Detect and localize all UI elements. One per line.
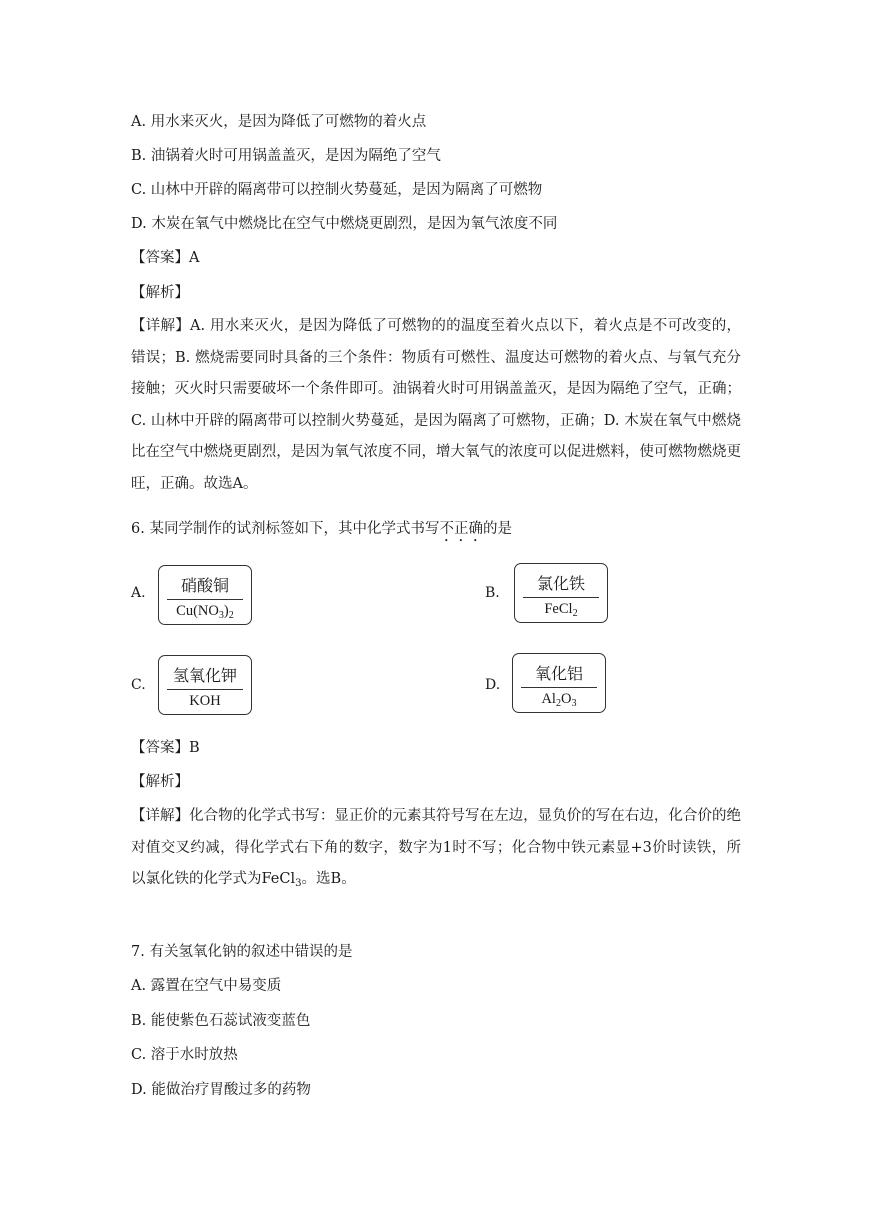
q6-reagent-label-d [512, 653, 606, 713]
q6-option-d-letter: D. [485, 677, 501, 693]
reagent-formula: KOH [189, 693, 221, 709]
q7-stem: 7. 有关氢氧化钠的叙述中错误的是 [131, 944, 353, 960]
q7-option-b: B. 能使紫色石蕊试液变蓝色 [131, 1013, 311, 1029]
reagent-name: 氯化铁 [536, 574, 585, 593]
label-divider [523, 597, 599, 598]
label-divider [167, 689, 243, 690]
reagent-formula: FeCl$_2$ [544, 601, 578, 619]
q5-option-b: B. 油锅着火时可用锅盖盖灭，是因为隔绝了空气 [131, 148, 441, 164]
q7-option-a: A. 露置在空气中易变质 [131, 978, 282, 994]
reagent-name: 硝酸铜 [180, 576, 229, 595]
reagent-formula: $Al_2O_3$ [541, 691, 577, 709]
q5-analysis-heading: 【解析】 [131, 285, 189, 301]
q5-detail: 【详解】A. 用水来灭火，是因为降低了可燃物的的温度至着火点以下，着火点是不可改变的，错误；B. 燃烧需要同时具备的三个条件：物质有可燃性、温度达可燃物的着火点、与氧气充分接触；灭火时只需要破坏一个条件即可。油锅着火时可用锅盖盖灭，是因为隔绝了空气，正确；C. 山林中开辟的隔离带可以控制火势蔓延，是因为隔离了可燃物，正确；D. 木炭在氧气中燃烧比在空气中燃烧更剧烈，是因为氧气浓度不同，增大氧气的浓度可以促进燃料，使可燃物燃烧更旺，正确。故选A。 [131, 318, 741, 492]
reagent-name: 氢氧化钾 [172, 666, 237, 685]
q6-stem [131, 519, 512, 545]
q7-option-d: D. 能做治疗胃酸过多的药物 [131, 1082, 311, 1098]
label-divider [521, 687, 597, 688]
q6-analysis-heading: 【解析】 [131, 774, 189, 790]
q6-stem-prefix: 6. 某同学制作的试剂标签如下，其中化学式书写 [131, 521, 440, 537]
label-divider [167, 599, 243, 600]
q5-option-a: A. 用水来灭火，是因为降低了可燃物的着火点 [131, 114, 427, 130]
reagent-name: 氧化铝 [534, 664, 583, 683]
reagent-formula: $Cu(NO_3)_2$ [176, 603, 234, 621]
q7-option-c: C. 溶于水时放热 [131, 1047, 238, 1063]
q6-reagent-label-b [514, 563, 608, 623]
q6-option-b-letter: B. [485, 585, 500, 601]
q6-option-a-letter: A. [131, 585, 146, 601]
q6-reagent-label-c [158, 655, 252, 715]
q6-stem-suffix: 的是 [482, 521, 512, 537]
q6-answer: 【答案】B [131, 740, 200, 756]
q6-option-c-letter: C. [131, 677, 146, 693]
q6-detail: 【详解】化合物的化学式书写：显正价的元素其符号写在左边，显负价的写在右边，化合价的绝对值交叉约减，得化学式右下角的数字，数字为1时不写；化合物中铁元素显+3价时读铁，所以氯化铁的化学式为FeCl$_3$。选B。 [131, 808, 741, 889]
q6-reagent-label-a [158, 565, 252, 625]
q5-option-d: D. 木炭在氧气中燃烧比在空气中燃烧更剧烈，是因为氧气浓度不同 [131, 216, 558, 232]
q5-option-c: C. 山林中开辟的隔离带可以控制火势蔓延，是因为隔离了可燃物 [131, 182, 543, 198]
q6-stem-emphasis: 不正确 [439, 521, 483, 537]
q5-answer: 【答案】A [131, 250, 200, 266]
